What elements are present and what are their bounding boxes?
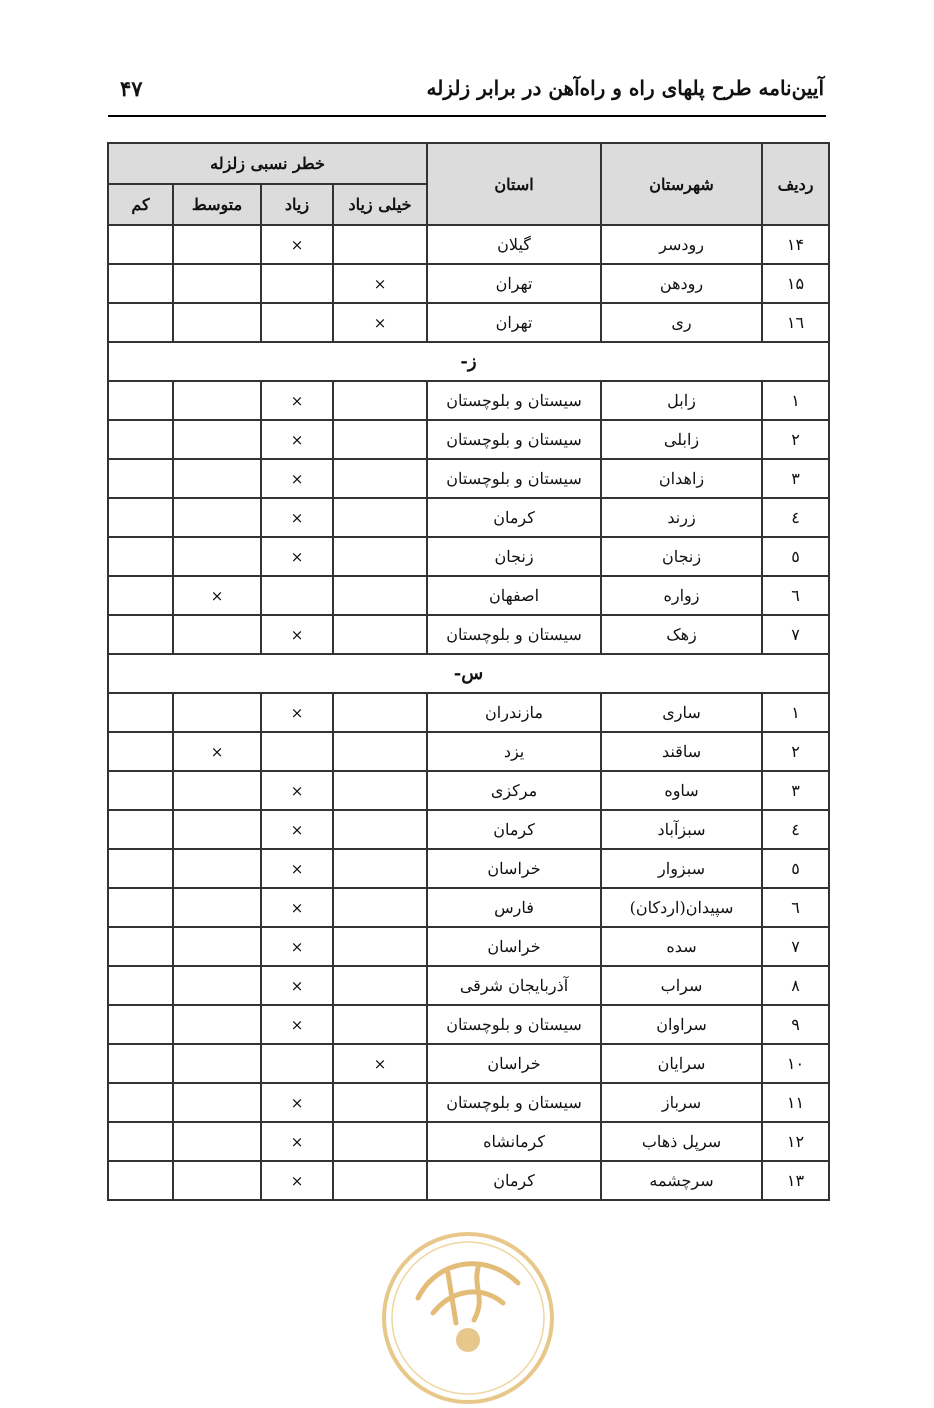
province-cell: مرکزی [427, 771, 601, 810]
risk-low-cell [108, 1044, 173, 1083]
row-number-cell: ۱۰ [762, 1044, 829, 1083]
county-cell: سرباز [601, 1083, 762, 1122]
risk-medium-cell: × [173, 732, 261, 771]
risk-high-cell: × [261, 225, 333, 264]
row-number-cell: ۱۴ [762, 225, 829, 264]
risk-high-cell [261, 576, 333, 615]
province-cell: سیستان و بلوچستان [427, 459, 601, 498]
risk-low-cell [108, 303, 173, 342]
table-row [108, 225, 829, 264]
risk-medium-cell: × [173, 576, 261, 615]
header-province: استان [427, 143, 601, 225]
county-cell: زرند [601, 498, 762, 537]
county-cell: زهک [601, 615, 762, 654]
risk-medium-cell [173, 1161, 261, 1200]
row-number-cell: ٤ [762, 810, 829, 849]
risk-medium-cell [173, 537, 261, 576]
risk-very-high-cell [333, 1083, 427, 1122]
row-number-cell: ۲ [762, 420, 829, 459]
risk-low-cell [108, 1083, 173, 1122]
county-cell: سپیدان(اردکان) [601, 888, 762, 927]
risk-low-cell [108, 537, 173, 576]
risk-very-high-cell [333, 1005, 427, 1044]
row-number-cell: ٥ [762, 849, 829, 888]
risk-low-cell [108, 732, 173, 771]
row-number-cell: ۱ [762, 381, 829, 420]
risk-low-cell [108, 927, 173, 966]
risk-very-high-cell [333, 810, 427, 849]
table-row [108, 1005, 829, 1044]
risk-high-cell: × [261, 459, 333, 498]
province-cell: سیستان و بلوچستان [427, 1005, 601, 1044]
risk-very-high-cell: × [333, 1044, 427, 1083]
table-row [108, 459, 829, 498]
risk-high-cell: × [261, 810, 333, 849]
section-label: ز- [108, 342, 829, 381]
row-number-cell: ۷ [762, 927, 829, 966]
table-row [108, 693, 829, 732]
table-row [108, 1083, 829, 1122]
risk-low-cell [108, 225, 173, 264]
risk-very-high-cell [333, 1161, 427, 1200]
table-row [108, 966, 829, 1005]
earthquake-risk-table [107, 142, 830, 1201]
risk-medium-cell [173, 888, 261, 927]
table-row [108, 810, 829, 849]
risk-low-cell [108, 459, 173, 498]
risk-high-cell: × [261, 693, 333, 732]
header-row-no: ردیف [762, 143, 829, 225]
risk-low-cell [108, 849, 173, 888]
table-row [108, 1044, 829, 1083]
risk-very-high-cell [333, 225, 427, 264]
county-cell: سده [601, 927, 762, 966]
risk-high-cell: × [261, 537, 333, 576]
risk-very-high-cell [333, 537, 427, 576]
risk-very-high-cell [333, 966, 427, 1005]
county-cell: سرایان [601, 1044, 762, 1083]
table-row [108, 576, 829, 615]
header-county: شهرستان [601, 143, 762, 225]
risk-medium-cell [173, 264, 261, 303]
risk-low-cell [108, 1005, 173, 1044]
province-cell: کرمانشاه [427, 1122, 601, 1161]
risk-high-cell: × [261, 420, 333, 459]
table-row [108, 381, 829, 420]
table-row [108, 771, 829, 810]
risk-high-cell: × [261, 1005, 333, 1044]
risk-medium-cell [173, 303, 261, 342]
province-cell: خراسان [427, 1044, 601, 1083]
header-risk-group: خطر نسبی زلزله [108, 143, 427, 184]
risk-low-cell [108, 810, 173, 849]
table-row [108, 615, 829, 654]
risk-very-high-cell [333, 888, 427, 927]
risk-low-cell [108, 1122, 173, 1161]
risk-low-cell [108, 576, 173, 615]
risk-very-high-cell [333, 498, 427, 537]
risk-high-cell: × [261, 381, 333, 420]
province-cell: تهران [427, 264, 601, 303]
header-low: کم [108, 184, 173, 225]
risk-very-high-cell [333, 771, 427, 810]
risk-medium-cell [173, 771, 261, 810]
risk-very-high-cell: × [333, 303, 427, 342]
risk-medium-cell [173, 381, 261, 420]
risk-very-high-cell [333, 576, 427, 615]
county-cell: سرچشمه [601, 1161, 762, 1200]
row-number-cell: ۱۲ [762, 1122, 829, 1161]
risk-high-cell [261, 303, 333, 342]
risk-very-high-cell [333, 732, 427, 771]
table-body [108, 225, 829, 1200]
province-cell: اصفهان [427, 576, 601, 615]
row-number-cell: ٦ [762, 576, 829, 615]
risk-low-cell [108, 771, 173, 810]
province-cell: زنجان [427, 537, 601, 576]
row-number-cell: ۱۵ [762, 264, 829, 303]
header-divider [108, 115, 826, 117]
province-cell: سیستان و بلوچستان [427, 615, 601, 654]
risk-medium-cell [173, 225, 261, 264]
risk-high-cell: × [261, 888, 333, 927]
county-cell: زنجان [601, 537, 762, 576]
risk-very-high-cell [333, 1122, 427, 1161]
table-row [108, 732, 829, 771]
province-cell: کرمان [427, 810, 601, 849]
page-header-title: آیین‌نامه طرح پلهای راه و راه‌آهن در برابر زلزله [426, 76, 824, 100]
page-number: ۴۷ [120, 76, 143, 101]
county-cell: ساوه [601, 771, 762, 810]
province-cell: فارس [427, 888, 601, 927]
risk-medium-cell [173, 1122, 261, 1161]
row-number-cell: ۳ [762, 459, 829, 498]
table-row [108, 927, 829, 966]
risk-high-cell [261, 732, 333, 771]
county-cell: سبزآباد [601, 810, 762, 849]
county-cell: سبزوار [601, 849, 762, 888]
risk-very-high-cell [333, 849, 427, 888]
county-cell: رودهن [601, 264, 762, 303]
risk-medium-cell [173, 810, 261, 849]
county-cell: ساقند [601, 732, 762, 771]
table-row [108, 420, 829, 459]
risk-medium-cell [173, 498, 261, 537]
row-number-cell: ۱ [762, 693, 829, 732]
risk-very-high-cell [333, 615, 427, 654]
section-label: س- [108, 654, 829, 693]
table-row [108, 537, 829, 576]
section-row [108, 342, 829, 381]
risk-medium-cell [173, 615, 261, 654]
row-number-cell: ۹ [762, 1005, 829, 1044]
province-cell: آذربایجان شرقی [427, 966, 601, 1005]
county-cell: زابل [601, 381, 762, 420]
table-row [108, 264, 829, 303]
risk-low-cell [108, 693, 173, 732]
risk-very-high-cell [333, 381, 427, 420]
risk-high-cell: × [261, 966, 333, 1005]
province-cell: خراسان [427, 849, 601, 888]
province-cell: سیستان و بلوچستان [427, 420, 601, 459]
risk-very-high-cell: × [333, 264, 427, 303]
risk-medium-cell [173, 1044, 261, 1083]
risk-high-cell [261, 264, 333, 303]
province-cell: تهران [427, 303, 601, 342]
province-cell: کرمان [427, 1161, 601, 1200]
province-cell: گیلان [427, 225, 601, 264]
risk-high-cell: × [261, 1083, 333, 1122]
header-high: زیاد [261, 184, 333, 225]
row-number-cell: ۷ [762, 615, 829, 654]
row-number-cell: ۱۱ [762, 1083, 829, 1122]
risk-medium-cell [173, 966, 261, 1005]
province-cell: مازندران [427, 693, 601, 732]
header-very-high: خیلی زیاد [333, 184, 427, 225]
row-number-cell: ۱٦ [762, 303, 829, 342]
risk-medium-cell [173, 459, 261, 498]
header-medium: متوسط [173, 184, 261, 225]
risk-high-cell: × [261, 1161, 333, 1200]
risk-very-high-cell [333, 420, 427, 459]
risk-high-cell: × [261, 1122, 333, 1161]
risk-low-cell [108, 420, 173, 459]
risk-medium-cell [173, 420, 261, 459]
county-cell: زواره [601, 576, 762, 615]
row-number-cell: ٥ [762, 537, 829, 576]
province-cell: کرمان [427, 498, 601, 537]
row-number-cell: ۱۳ [762, 1161, 829, 1200]
county-cell: سراوان [601, 1005, 762, 1044]
section-row [108, 654, 829, 693]
row-number-cell: ٤ [762, 498, 829, 537]
risk-low-cell [108, 615, 173, 654]
table-row [108, 498, 829, 537]
province-cell: یزد [427, 732, 601, 771]
county-cell: ساری [601, 693, 762, 732]
risk-high-cell: × [261, 615, 333, 654]
county-cell: زاهدان [601, 459, 762, 498]
risk-medium-cell [173, 693, 261, 732]
risk-low-cell [108, 1161, 173, 1200]
risk-high-cell: × [261, 771, 333, 810]
county-cell: سرپل ذهاب [601, 1122, 762, 1161]
risk-very-high-cell [333, 459, 427, 498]
province-cell: خراسان [427, 927, 601, 966]
risk-very-high-cell [333, 927, 427, 966]
row-number-cell: ۳ [762, 771, 829, 810]
risk-high-cell: × [261, 849, 333, 888]
risk-low-cell [108, 264, 173, 303]
table-row [108, 849, 829, 888]
risk-medium-cell [173, 927, 261, 966]
county-cell: زابلی [601, 420, 762, 459]
table-row [108, 303, 829, 342]
risk-high-cell [261, 1044, 333, 1083]
risk-low-cell [108, 498, 173, 537]
county-cell: سراب [601, 966, 762, 1005]
table-row [108, 888, 829, 927]
province-cell: سیستان و بلوچستان [427, 381, 601, 420]
risk-low-cell [108, 966, 173, 1005]
county-cell: رودسر [601, 225, 762, 264]
table-row [108, 1161, 829, 1200]
risk-medium-cell [173, 849, 261, 888]
risk-very-high-cell [333, 693, 427, 732]
county-cell: ری [601, 303, 762, 342]
row-number-cell: ٦ [762, 888, 829, 927]
risk-low-cell [108, 381, 173, 420]
publisher-seal-logo [378, 1228, 558, 1408]
risk-medium-cell [173, 1005, 261, 1044]
risk-medium-cell [173, 1083, 261, 1122]
row-number-cell: ۲ [762, 732, 829, 771]
table-row [108, 1122, 829, 1161]
risk-high-cell: × [261, 498, 333, 537]
risk-low-cell [108, 888, 173, 927]
row-number-cell: ۸ [762, 966, 829, 1005]
risk-high-cell: × [261, 927, 333, 966]
province-cell: سیستان و بلوچستان [427, 1083, 601, 1122]
